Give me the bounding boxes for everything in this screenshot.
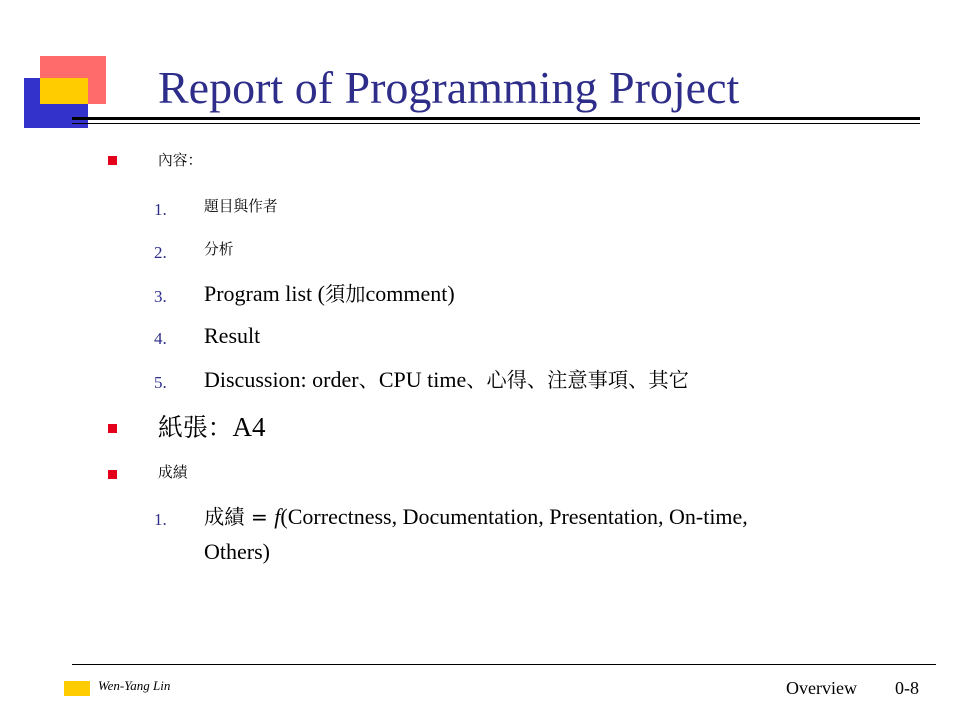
list-item-topic-author: 題目與作者 bbox=[204, 198, 278, 215]
bullet-paper bbox=[158, 411, 266, 444]
footer-divider bbox=[72, 664, 936, 665]
grade-formula-f: f bbox=[274, 504, 281, 529]
list-item-discussion bbox=[204, 367, 689, 393]
paper-label: 紙張： bbox=[158, 413, 233, 442]
title-underline bbox=[72, 117, 920, 120]
discussion-cpu-time: CPU time bbox=[378, 367, 467, 392]
list-number: 5. bbox=[154, 373, 167, 392]
grade-formula-args: (Correctness, Documentation, Presentation, On-time, bbox=[280, 504, 748, 529]
footer-author: Wen-Yang Lin bbox=[98, 678, 171, 693]
bullet-grade-label: 成績 bbox=[158, 464, 188, 481]
title-underline-thin bbox=[72, 123, 920, 124]
discussion-separator: 、 bbox=[358, 368, 379, 392]
discussion-text: Discussion: order bbox=[204, 367, 359, 392]
list-item-analysis: 分析 bbox=[204, 241, 234, 258]
list-number: 1. bbox=[154, 200, 167, 219]
bullet-marker bbox=[108, 470, 117, 479]
program-list-comment: comment) bbox=[365, 281, 455, 306]
list-number: 3. bbox=[154, 287, 167, 306]
discussion-cjk: 、心得、注意事項、其它 bbox=[466, 368, 689, 392]
bullet-marker bbox=[108, 424, 117, 433]
slide-title: Report of Programming Project bbox=[158, 62, 740, 113]
list-item-result: Result bbox=[204, 323, 261, 348]
decor-square-yellow bbox=[40, 78, 88, 104]
footer-page-number: 0-8 bbox=[895, 678, 919, 698]
list-item-grade-formula bbox=[204, 504, 748, 530]
list-number: 1. bbox=[154, 510, 167, 529]
program-list-text: Program list ( bbox=[204, 281, 325, 306]
paper-size: A4 bbox=[232, 412, 266, 442]
footer-decor-square bbox=[64, 681, 90, 696]
list-item-grade-formula-cont: Others) bbox=[204, 539, 270, 564]
bullet-marker bbox=[108, 156, 117, 165]
list-item-program-list bbox=[204, 281, 455, 307]
bullet-content-label: 內容： bbox=[158, 152, 203, 169]
list-number: 2. bbox=[154, 243, 167, 262]
program-list-cjk: 須加 bbox=[325, 282, 366, 306]
grade-formula-cjk: 成績 = bbox=[204, 505, 275, 529]
list-number: 4. bbox=[154, 329, 167, 348]
footer-section: Overview bbox=[786, 678, 857, 698]
